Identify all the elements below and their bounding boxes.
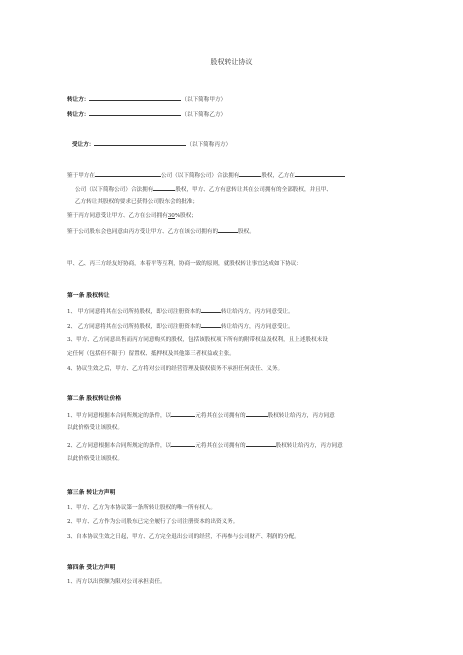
text: 鉴于公司股东会也同意由丙方受让甲方、乙方在该公司拥有的 <box>67 229 219 235</box>
blank-line <box>201 306 221 313</box>
article-1-item-2 <box>67 321 294 331</box>
text: 鉴于丙方同意受让甲方、乙方在公司拥有 <box>67 213 168 219</box>
blank-line <box>89 109 181 116</box>
text: 转让给丙方，丙方同意受让。 <box>221 324 294 330</box>
percentage-value: 30 <box>167 213 175 219</box>
article-1-item-1 <box>67 306 294 316</box>
party-transferor2-line <box>67 109 226 119</box>
text: 股权转让给丙方，丙方同意 <box>275 443 343 449</box>
blank-line <box>239 170 261 177</box>
party-note: （以下简称丙方） <box>186 142 232 148</box>
article-3-item-3: 3、自本协议生效之日起，甲方、乙方完全退出公司的经营，不再参与公司财产、利润的分配。 <box>67 534 300 540</box>
intro-line-4 <box>67 212 197 220</box>
text: 股权转让给丙方，丙方同意 <box>267 413 335 419</box>
intro-line-5 <box>67 226 255 236</box>
intro-line-1 <box>67 170 345 180</box>
blank-line <box>201 321 221 328</box>
party-label: 受让方： <box>72 142 95 148</box>
article-2-item-2-cont: 以此价格受让该股权。 <box>67 456 123 462</box>
text: 2、 乙方同意将其在公司所持股权，即公司注册资本的 <box>67 324 201 330</box>
article-4-heading: 第四条 受让方声明 <box>67 565 116 571</box>
intro-line-2 <box>75 184 332 194</box>
text: 元将其在公司拥有的 <box>195 443 246 449</box>
article-2-item-1 <box>67 410 335 420</box>
article-3-item-1: 1、甲方、乙方为本协议第一条所转让股权的唯一所有权人。 <box>67 505 216 511</box>
intro-line-3: 乙方转让其股权的要求已获得公司股东会的批准； <box>75 199 199 205</box>
document-title: 股权转让协议 <box>210 58 253 66</box>
text: 元将其在公司拥有的 <box>195 413 246 419</box>
article-2-heading: 第二条 股权转让价格 <box>67 396 122 402</box>
blank-line <box>95 170 161 177</box>
blank-line <box>218 226 238 233</box>
blank-line <box>295 170 345 177</box>
party-note: （以下简称乙方） <box>181 112 227 118</box>
text: 公司（以下简称公司）合法拥有 <box>75 187 154 193</box>
party-note: （以下简称甲方） <box>181 97 227 103</box>
text: %股权； <box>174 213 197 219</box>
text: 公司（以下简称公司）合法拥有 <box>160 173 240 179</box>
article-1-heading: 第一条 股权转让 <box>67 293 110 299</box>
article-1-item-3: 3、甲方、乙方同意出售而丙方同意购买的股权，包括该股权项下所有的附带权益及权利，且上述股权未设 <box>67 337 328 343</box>
text: 股权，甲方、乙方有意转让其在公司拥有的全部股权，并且甲、 <box>175 187 332 193</box>
text: 股权。 <box>238 229 255 235</box>
party-transferor-line <box>67 94 226 104</box>
blank-line <box>246 410 268 417</box>
blank-line <box>171 410 195 417</box>
blank-line <box>153 184 175 191</box>
party-label: 转让方： <box>67 112 90 118</box>
article-2-item-2 <box>67 440 343 450</box>
blank-line <box>246 440 276 447</box>
text: 1、 甲方同意将其在公司所持股权，即公司注册资本的 <box>67 309 201 315</box>
party-label: 转让方： <box>67 97 90 103</box>
article-3-heading: 第三条 转让方声明 <box>67 490 116 496</box>
article-1-item-4: 4、协议生效之后，甲方、乙方将对公司的经营管理及债权债务不承担任何责任、义务。 <box>67 366 284 372</box>
article-4-item-1: 1、丙方以出资额为限对公司承担责任。 <box>67 579 166 585</box>
party-transferee-line <box>72 139 231 149</box>
article-1-item-3-cont: 定任何（包括但不限于）留置权、抵押权及其他第三者权益或主张。 <box>67 351 235 357</box>
intro-line-6: 甲、乙、丙三方经友好协商，本着平等互利，协商一致的原则，就股权转让事宜达成如下协议： <box>67 261 302 267</box>
text: 1、甲方同意根据本合同所规定的条件，以 <box>67 413 172 419</box>
article-3-item-2: 2、甲方、乙方作为公司股东已完全履行了公司注册资本的出资义务。 <box>67 519 239 525</box>
blank-line <box>171 440 195 447</box>
article-2-item-1-cont: 以此价格受让该股权。 <box>67 425 123 431</box>
blank-line <box>94 139 186 146</box>
text: 2、乙方同意根据本合同所规定的条件，以 <box>67 443 172 449</box>
blank-line <box>89 94 181 101</box>
text: 股权，乙方在 <box>261 173 295 179</box>
text: 转让给丙方，丙方同意受让。 <box>221 309 294 315</box>
text: 鉴于甲方在 <box>67 173 95 179</box>
